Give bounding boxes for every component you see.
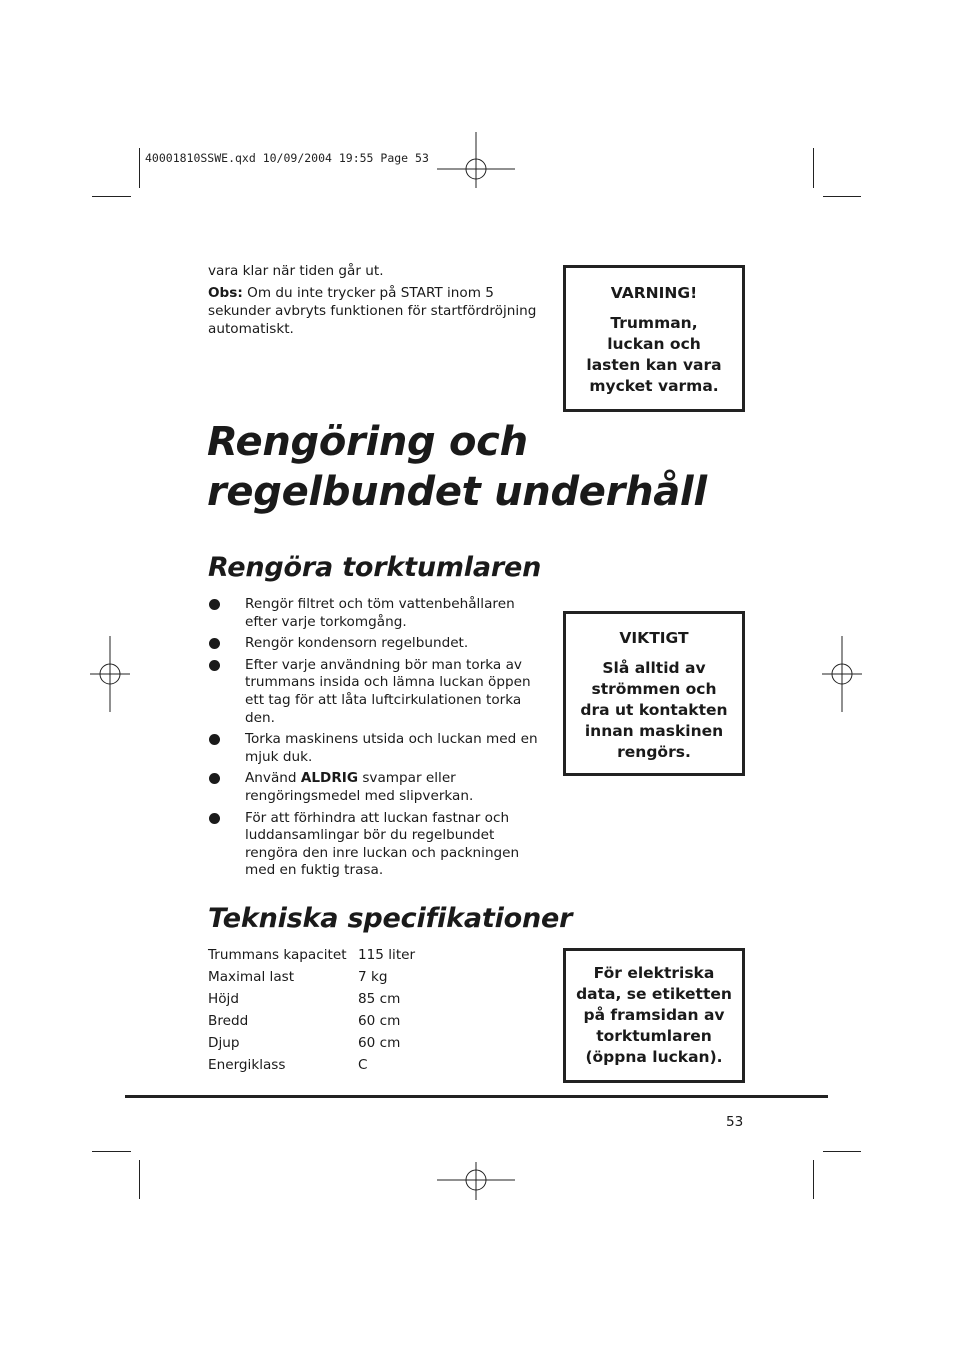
spec-label: Höjd [208, 991, 239, 1007]
page-title [207, 417, 767, 517]
electrical-data-box [563, 948, 745, 1083]
list-item-emphasis: ALDRIG [300, 770, 359, 787]
spec-label: Maximal last [208, 969, 295, 985]
registration-mark-icon [437, 132, 517, 212]
intro-line: vara klar när tiden går ut. [208, 263, 384, 279]
table-row [208, 1035, 415, 1057]
bullet-dot-icon [209, 660, 220, 671]
list-item [208, 731, 540, 766]
spec-value: 115 liter [358, 947, 416, 963]
spec-value: C [358, 1057, 368, 1073]
file-slug: 40001810SSWE.qxd 10/09/2004 19:55 Page 53 [145, 151, 429, 165]
list-item-text: Efter varje användning bör man torka av trummans insida och lämna luckan öppen ett tag för att låta luftcirkulationen torka den. [245, 656, 531, 726]
important-title: VIKTIGT [619, 629, 689, 647]
important-box [563, 611, 745, 776]
intro-text [208, 262, 548, 338]
crop-mark-bottom-right-horizontal [823, 1151, 861, 1152]
table-row [208, 1013, 415, 1035]
spec-label: Energiklass [208, 1057, 286, 1073]
specs-table [208, 947, 415, 1079]
footer-rule [125, 1095, 828, 1098]
warning-title: VARNING! [610, 284, 698, 302]
section-heading-clean: Rengöra torktumlaren [208, 552, 542, 583]
list-item-text: Torka maskinens utsida och luckan med en mjuk duk. [245, 731, 538, 765]
bullet-dot-icon [209, 599, 220, 610]
registration-mark-icon [822, 636, 872, 716]
list-item-text: Rengör kondensorn regelbundet. [245, 635, 469, 652]
crop-mark-top-right-horizontal [823, 196, 861, 197]
crop-mark-bottom-left-vertical [139, 1160, 140, 1199]
spec-label: Trummans kapacitet [208, 947, 347, 963]
spec-value: 60 cm [358, 1035, 401, 1051]
spec-label: Djup [208, 1035, 240, 1051]
note-paragraph [208, 284, 548, 338]
crop-mark-bottom-right-vertical [813, 1160, 814, 1199]
table-row [208, 1057, 415, 1079]
bullet-dot-icon [209, 734, 220, 745]
warning-text: Trumman, luckan och lasten kan vara mycket varma. [586, 314, 722, 395]
registration-mark-icon [437, 1142, 517, 1222]
table-row [208, 991, 415, 1013]
list-item-text-pre: Använd [245, 770, 301, 787]
list-item [208, 810, 540, 880]
list-item-text: Rengör filtret och töm vattenbehållaren efter varje torkomgång. [245, 596, 515, 630]
spec-value: 60 cm [358, 1013, 401, 1029]
list-item [208, 596, 540, 631]
list-item [208, 770, 540, 805]
registration-mark-icon [90, 636, 140, 716]
list-item-text [245, 770, 473, 804]
bullet-dot-icon [209, 638, 220, 649]
spec-value: 7 kg [358, 969, 388, 985]
list-item [208, 635, 540, 653]
electrical-data-text: För elektriska data, se etiketten på framsidan av torktumlaren (öppna luckan). [576, 964, 732, 1066]
crop-mark-top-right-vertical [813, 148, 814, 188]
cleaning-list [208, 596, 540, 884]
crop-mark-top-left-vertical [139, 148, 140, 188]
page-number: 53 [726, 1114, 744, 1130]
page-title-line-1: Rengöring och [207, 419, 528, 465]
section-heading-specs: Tekniska specifikationer [208, 903, 573, 934]
spec-value: 85 cm [358, 991, 401, 1007]
note-label: Obs: [208, 285, 243, 301]
bullet-dot-icon [209, 773, 220, 784]
table-row [208, 947, 415, 969]
warning-box [563, 265, 745, 412]
page-title-line-2: regelbundet underhåll [207, 469, 707, 515]
list-item-text-post: svampar eller rengöringsmedel med slipverkan. [245, 770, 474, 804]
table-row [208, 969, 415, 991]
bullet-dot-icon [209, 813, 220, 824]
important-text: Slå alltid av strömmen och dra ut kontakten innan maskinen rengörs. [580, 659, 728, 761]
list-item [208, 657, 540, 727]
crop-mark-top-left-horizontal [92, 196, 131, 197]
spec-label: Bredd [208, 1013, 249, 1029]
note-text: Om du inte trycker på START inom 5 sekunder avbryts funktionen för startfördröjning automatiskt. [208, 285, 537, 337]
list-item-text: För att förhindra att luckan fastnar och luddansamlingar bör du regelbundet rengöra den inre luckan och packningen med en fuktig trasa. [245, 809, 520, 879]
crop-mark-bottom-left-horizontal [92, 1151, 131, 1152]
